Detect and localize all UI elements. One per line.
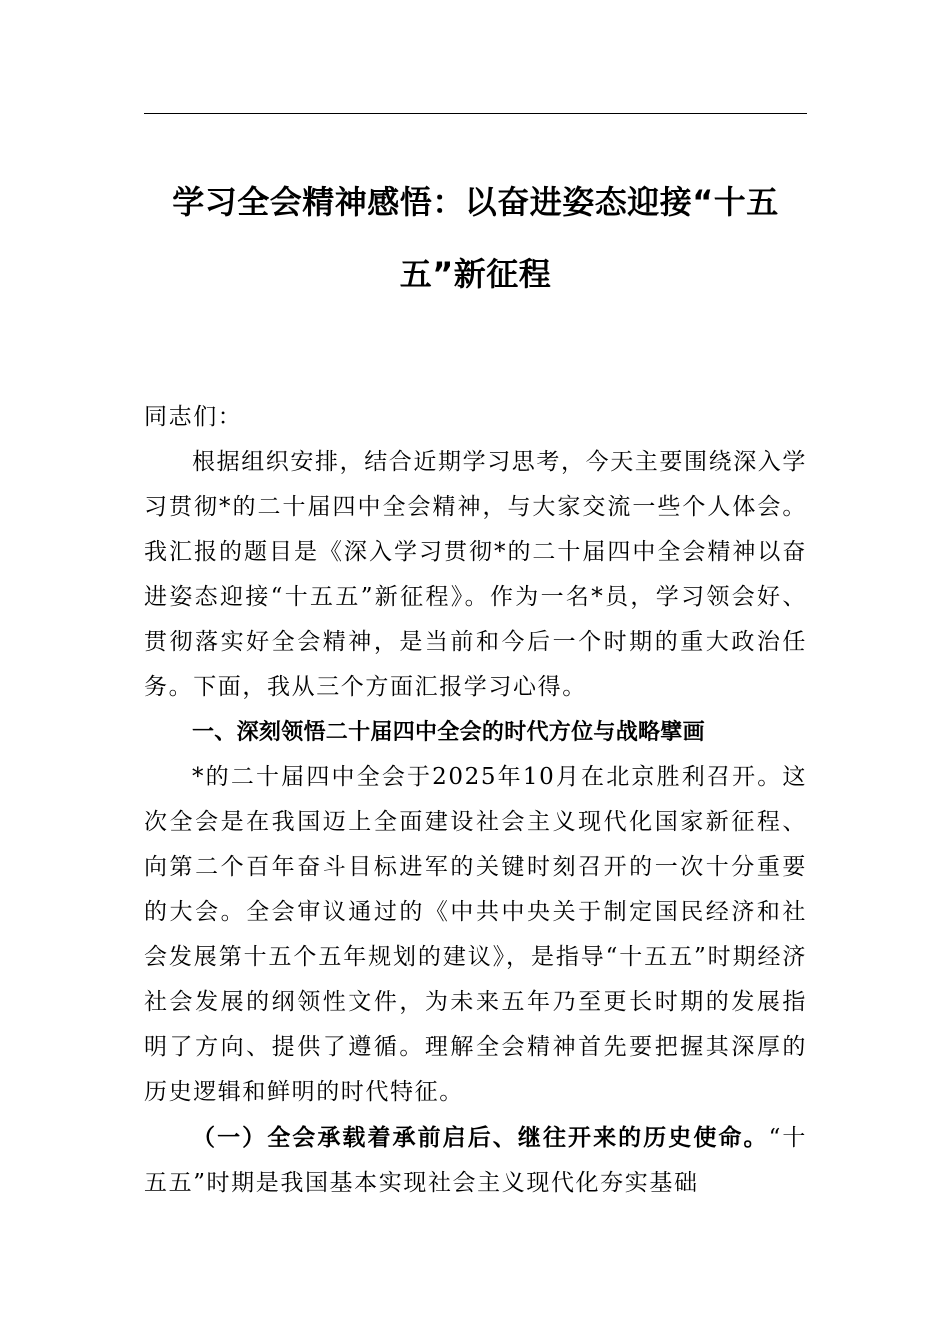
subsection-1-paragraph xyxy=(144,1115,807,1206)
salutation: 同志们： xyxy=(144,404,243,430)
document-title: 学习全会精神感悟：以奋进姿态迎接“十五五”新征程 xyxy=(172,183,779,293)
document-body xyxy=(144,395,807,1206)
header-rule xyxy=(144,113,807,114)
section-heading-1: 一、深刻领悟二十届四中全会的时代方位与战略擘画 xyxy=(192,720,705,745)
intro-paragraph: 根据组织安排，结合近期学习思考，今天主要围绕深入学习贯彻*的二十届四中全会精神，与大家交流一些个人体会。我汇报的题目是《深入学习贯彻*的二十届四中全会精神以奋进姿态迎接“十五五”新征程》。作为一名*员，学习领会好、贯彻落实好全会精神，是当前和今后一个时期的重大政治任务。下面，我从三个方面汇报学习心得。 xyxy=(144,449,807,700)
subsection-1-text: “十五五”时期是我国基本实现社会主义现代化夯实基础 xyxy=(144,1125,807,1196)
subsection-heading-1: （一）全会承载着承前启后、继往开来的历史使命。 xyxy=(192,1124,769,1151)
section-1-paragraph: *的二十届四中全会于2025年10月在北京胜利召开。这次全会是在我国迈上全面建设社会主义现代化国家新征程、向第二个百年奋斗目标进军的关键时刻召开的一次十分重要的大会。全会审议通过的《中共中央关于制定国民经济和社会发展第十五个五年规划的建议》，是指导“十五五”时期经济社会发展的纲领性文件，为未来五年乃至更长时期的发展指明了方向、提供了遵循。理解全会精神首先要把握其深厚的历史逻辑和鲜明的时代特征。 xyxy=(144,764,807,1105)
